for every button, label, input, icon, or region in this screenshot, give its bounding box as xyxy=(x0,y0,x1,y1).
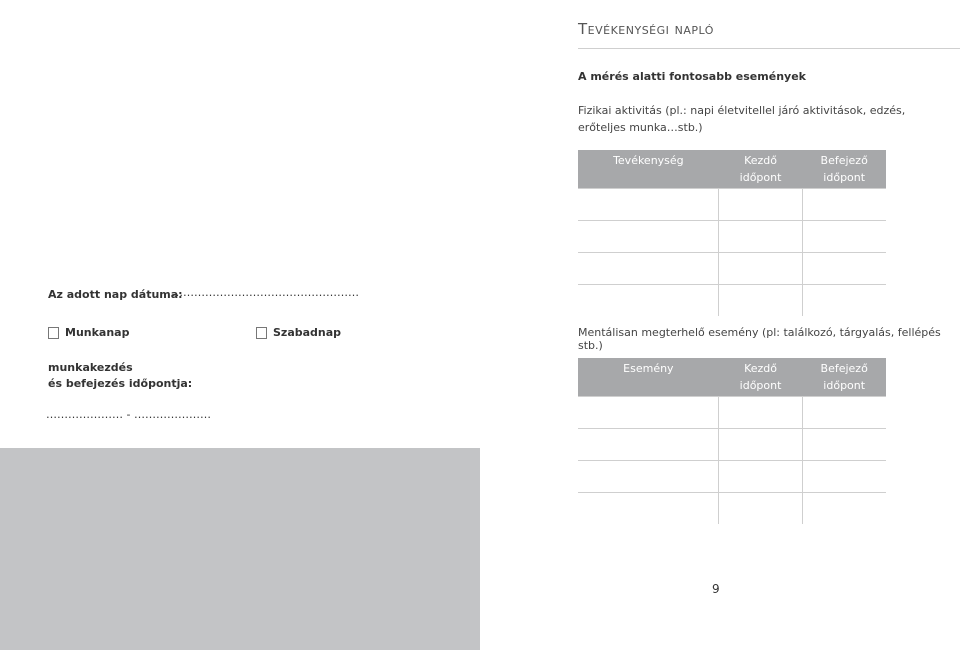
section-title: Tevékenységi napló xyxy=(578,20,714,38)
workday-label: Munkanap xyxy=(65,326,130,339)
checkbox-icon[interactable] xyxy=(48,327,59,339)
checkbox-icon[interactable] xyxy=(256,327,267,339)
table-row xyxy=(578,285,886,317)
end-cell[interactable] xyxy=(802,253,886,285)
table-row xyxy=(578,253,886,285)
start-cell[interactable] xyxy=(719,221,803,253)
end-cell[interactable] xyxy=(802,221,886,253)
start-cell[interactable] xyxy=(719,461,803,493)
table-row xyxy=(578,397,886,429)
table-header-event: Esemény xyxy=(578,358,719,397)
mental-event-table xyxy=(578,358,886,524)
date-label: Az adott nap dátuma: xyxy=(48,288,183,301)
work-time-field[interactable]: ………………… - ………………… xyxy=(46,408,211,421)
date-field[interactable]: …………………………………………… xyxy=(172,286,359,299)
table-header-start: Kezdő időpont xyxy=(719,358,803,397)
table-row xyxy=(578,493,886,525)
table-header-end: Befejező időpont xyxy=(802,358,886,397)
table-row xyxy=(578,221,886,253)
table-header-activity: Tevékenység xyxy=(578,150,719,189)
mental-event-text: Mentálisan megterhelő esemény (pl: találkozó, tárgyalás, fellépés stb.) xyxy=(578,326,941,352)
start-cell[interactable] xyxy=(719,493,803,525)
activity-cell[interactable] xyxy=(578,285,719,317)
start-cell[interactable] xyxy=(719,397,803,429)
event-cell[interactable] xyxy=(578,461,719,493)
work-time-label-line1: munkakezdés xyxy=(48,361,133,374)
table-row xyxy=(578,429,886,461)
table-header-start: Kezdő időpont xyxy=(719,150,803,189)
physical-activity-table xyxy=(578,150,886,316)
events-subheading: A mérés alatti fontosabb események xyxy=(578,70,806,83)
event-cell[interactable] xyxy=(578,429,719,461)
dayoff-label: Szabadnap xyxy=(273,326,342,339)
workday-checkbox[interactable] xyxy=(48,326,129,339)
start-cell[interactable] xyxy=(719,189,803,221)
table-row xyxy=(578,461,886,493)
start-cell[interactable] xyxy=(719,429,803,461)
physical-activity-text: Fizikai aktivitás (pl.: napi életvitellel járó aktivitások, edzés, erőteljes munka…stb.) xyxy=(578,104,906,134)
table-header-row xyxy=(578,150,886,189)
event-cell[interactable] xyxy=(578,493,719,525)
end-cell[interactable] xyxy=(802,429,886,461)
day-title xyxy=(165,0,275,569)
activity-cell[interactable] xyxy=(578,253,719,285)
end-cell[interactable] xyxy=(802,461,886,493)
work-time-label-line2: és befejezés időpontja: xyxy=(48,377,193,390)
end-cell[interactable] xyxy=(802,493,886,525)
end-cell[interactable] xyxy=(802,397,886,429)
start-cell[interactable] xyxy=(719,285,803,317)
dayoff-checkbox[interactable] xyxy=(256,326,341,339)
table-row xyxy=(578,189,886,221)
table-header-end: Befejező időpont xyxy=(802,150,886,189)
end-cell[interactable] xyxy=(802,285,886,317)
activity-cell[interactable] xyxy=(578,189,719,221)
title-divider xyxy=(578,48,960,49)
end-cell[interactable] xyxy=(802,189,886,221)
activity-cell[interactable] xyxy=(578,221,719,253)
page-number: 9 xyxy=(712,582,720,596)
start-cell[interactable] xyxy=(719,253,803,285)
event-cell[interactable] xyxy=(578,397,719,429)
table-header-row xyxy=(578,358,886,397)
work-time-label xyxy=(48,360,192,392)
